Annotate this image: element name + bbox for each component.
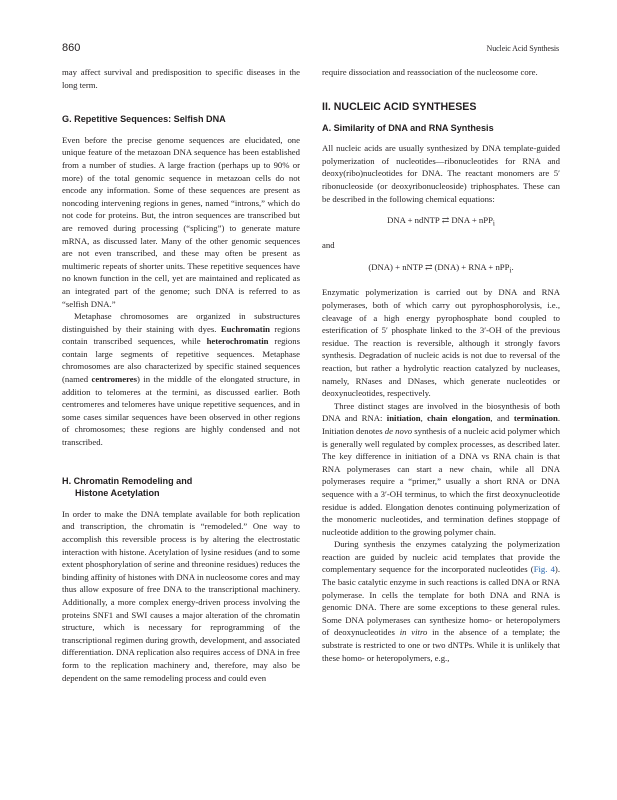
term-termination: termination xyxy=(513,413,558,424)
section-heading-ii: II. NUCLEIC ACID SYNTHESES xyxy=(322,100,477,113)
continued-paragraph: may affect survival and predisposition to specific diseases in the long term. xyxy=(62,67,300,90)
term-centromeres: centromeres xyxy=(91,374,138,385)
paragraph-templates: During synthesis the enzymes catalyzing the polymerization reaction are guided by nucleic acid templates that provide the complementary sequence for the incorporated nucleotides (Fig. 4). The basic catalytic enzyme in such reactions is called DNA or RNA polymerase. In cells the template for both DNA and RNA is genomic DNA. There are some exceptions to these general rules. Some DNA polymerases can synthesize homo- or heteropolymers of deoxynucleotides in vitro in the absence of a template; the substrate is restricted to one or two dNTPs. While it is unlikely that these homo- or heteropolymers, e.g., xyxy=(322,539,560,663)
left-column xyxy=(62,66,300,684)
term-de-novo: de novo xyxy=(384,425,413,436)
paragraph-metaphase: Metaphase chromosomes are organized in substructures distinguished by their staining with dyes. Euchromatin regions contain transcribed sequences, while heterochromatin regions contain large segments of repetitive sequences. Metaphase chromosomes are also characterized by specific stained sequences (named centromeres) in the middle of the elongated structure, in addition to telomeres at the termini, as discussed earlier. Both centromeres and telomeres have unique repetitive sequences, and in some cases similar sequences have been observed in other regions of chromosomes; these regions are highly condensed and not transcribed. xyxy=(62,311,300,448)
running-header xyxy=(62,42,559,56)
running-title: Nucleic Acid Synthesis xyxy=(486,44,559,53)
page-number: 860 xyxy=(62,42,81,54)
section-heading-a: A. Similarity of DNA and RNA Synthesis xyxy=(322,122,494,133)
section-heading-g: G. Repetitive Sequences: Selfish DNA xyxy=(62,114,226,125)
term-in-vitro: in vitro xyxy=(399,627,428,638)
term-chain-elongation: chain elongation xyxy=(427,413,491,424)
equation-dna: DNA + ndNTP ⇄ DNA + nPP$_i$ xyxy=(387,215,495,228)
term-heterochromatin: heterochromatin xyxy=(206,336,269,347)
continued-paragraph-right: require dissociation and reassociation of the nucleosome core. xyxy=(322,67,538,77)
paragraph-stages: Three distinct stages are involved in the biosynthesis of both DNA and RNA: initiation, chain elongation, and termination. Initiation denotes de novo synthesis of a nucleic acid polymer which is generally well regulated by complex processes, as described later. The key difference in initiation of a DNA vs RNA chain is that RNA polymerases can start a new chain, while all DNA polymerases require a “primer,” usually a short RNA or DNA sequence with a 3′-OH terminus, to which the first deoxynucleotide residue is added. Elongation denotes continuing polymerization of the monomeric nucleotides, and termination defines stoppage of nucleotide addition to the growing polymer chain. xyxy=(322,400,561,537)
paragraph-similarity: All nucleic acids are usually synthesized by DNA template-guided polymerization of nucleotides—ribonucleotides for RNA and deoxy(ribo)nucleotides for DNA. The reactant monomers are 5′ ribonucleoside (or deoxyribonucleoside) triphosphates. These can be described in the following chemical equations: xyxy=(322,143,560,204)
right-column xyxy=(322,66,560,664)
term-euchromatin: Euchromatin xyxy=(220,323,270,334)
equilibrium-arrow-icon: ⇄ xyxy=(441,215,450,226)
figure-link[interactable]: Fig. 4 xyxy=(533,564,555,575)
equation-rna: (DNA) + nNTP ⇄ (DNA) + RNA + nPP$_i$. xyxy=(368,262,514,275)
section-heading-h: H. Chromatin Remodeling and Histone Acetylation xyxy=(62,475,193,499)
term-initiation: initiation xyxy=(386,413,421,424)
equilibrium-arrow-icon: ⇄ xyxy=(424,262,433,273)
paragraph-enzymatic: Enzymatic polymerization is carried out by DNA and RNA polymerases, both of which carry out pyrophosphorolysis, i.e., cleavage of a high energy pyrophosphate bond coupled to esterification of 5′ phosphate linked to the 3′-OH of the previous residue. The reaction is reversible, although it strongly favors synthesis. Degradation of nucleic acids is not due to reversal of the reaction, but rather a hydrolytic reaction catalyzed by nucleases, namely, RNases and DNases, which generate nucleotides or deoxynucleotides, respectively. xyxy=(322,287,560,399)
conjunction-and: and xyxy=(322,240,335,251)
paragraph-selfish-dna: Even before the precise genome sequences are elucidated, one unique feature of the metazoan DNA sequence has been established from a number of studies. A large fraction (perhaps up to 90% or more) of the total genomic sequence in metazoan cells do not encode any information. Some of these sequences are present as noncoding intervening regions in genes, named “introns,” which do not code for proteins. But, the intron sequences are transcribed but are removed during processing (“splicing”) to generate mature mRNA, as discussed later. Many of the other genomic sequences are not even transcribed, and these may often be present as multimeric repeats of shorter units. These repetitive sequences have no known function in the cell, yet are maintained and replicated as an integrated part of the genome; such DNA is referred to as “selfish DNA.” xyxy=(62,134,300,309)
paragraph-chromatin: In order to make the DNA template available for both replication and transcription, the chromatin is “remodeled.” One way to accomplish this reversible process is by altering the electrostatic interaction with histone. Acetylation of lysine residues (and to some extent phosphorylation of serine and threonine residues) reduces the binding affinity of histones with DNA in nucleosome cores and may thus allow exposure of free DNA to the transcriptional machinery. Additionally, a more complex energy-driven process involving the proteins SNF1 and SWI causes a major alteration of the chromatin structure, which is necessary for reprogramming of the transcriptional regimen during growth, development, and associated differentiation. DNA replication also requires access of DNA in free form to the replication machinery and, therefore, may also be dependent on the same remodeling process and could even xyxy=(62,508,300,683)
